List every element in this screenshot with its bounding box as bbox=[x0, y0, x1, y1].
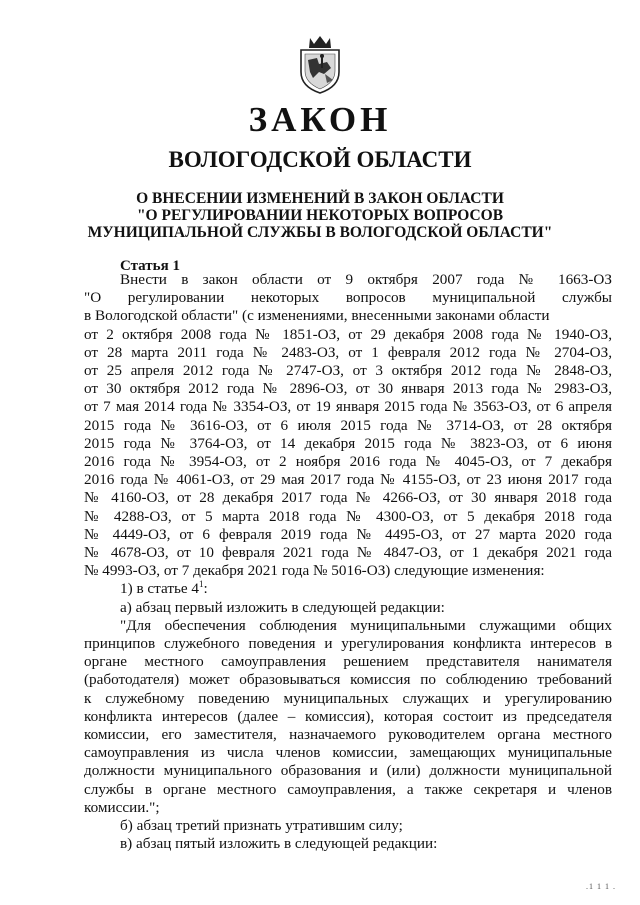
item-b: б) абзац третий признать утратившим силу; bbox=[120, 817, 403, 835]
item-v: в) абзац пятый изложить в следующей редакции: bbox=[120, 835, 438, 853]
body-line: "О регулировании некоторых вопросов муниципальной службы bbox=[84, 289, 612, 307]
body-line: Внести в закон области от 9 октября 2007 года № 1663-ОЗ bbox=[120, 271, 612, 288]
item-a: а) абзац первый изложить в следующей редакции: bbox=[120, 598, 445, 616]
subject-line: МУНИЦИПАЛЬНОЙ СЛУЖБЫ В ВОЛОГОДСКОЙ ОБЛАСТИ" bbox=[87, 224, 553, 241]
body-line: № 4678-ОЗ, от 10 февраля 2021 года № 4847-ОЗ, от 1 декабря 2021 года bbox=[84, 544, 612, 562]
article-heading: Статья 1 bbox=[120, 258, 180, 274]
vologda-coat-of-arms-icon bbox=[297, 34, 343, 94]
body-line: 2015 года № 3764-ОЗ, от 14 декабря 2015 года № 3823-ОЗ, от 6 июня bbox=[84, 434, 612, 452]
quote-line: органе местного самоуправления решением представителя нанимателя bbox=[84, 653, 612, 671]
article-body bbox=[84, 271, 612, 854]
law-title: ЗАКОН bbox=[248, 100, 392, 139]
body-line: от 7 мая 2014 года № 3354-ОЗ, от 19 января 2015 года № 3563-ОЗ, от 6 апреля bbox=[84, 398, 612, 416]
quote-line: самоуправления из числа членов комиссии, замещающих муниципальные bbox=[84, 744, 612, 762]
quote-line: службы в органе местного самоуправления, а также секретаря и членов bbox=[84, 780, 612, 798]
quote-line: "Для обеспечения соблюдения муниципальными служащими общих bbox=[120, 616, 612, 634]
quote-line: комиссии."; bbox=[84, 798, 160, 816]
item-1-suffix: : bbox=[203, 580, 208, 598]
quote-line: к служебному поведению муниципальных служащих и урегулированию bbox=[84, 689, 612, 707]
subject-line: О ВНЕСЕНИИ ИЗМЕНЕНИЙ В ЗАКОН ОБЛАСТИ bbox=[136, 190, 504, 207]
body-line: № 4160-ОЗ, от 28 декабря 2017 года № 4266-ОЗ, от 30 января 2018 года bbox=[84, 489, 612, 507]
body-line: 2016 года № 4061-ОЗ, от 29 мая 2017 года № 4155-ОЗ, от 23 июня 2017 года bbox=[84, 471, 612, 489]
body-line: № 4449-ОЗ, от 6 февраля 2019 года № 4495-ОЗ, от 27 марта 2020 года bbox=[84, 525, 612, 543]
body-line: 2016 года № 3954-ОЗ, от 2 ноября 2016 года № 4045-ОЗ, от 7 декабря bbox=[84, 453, 612, 471]
region-title: ВОЛОГОДСКОЙ ОБЛАСТИ bbox=[168, 147, 472, 172]
quote-line: конфликта интересов (далее – комиссия), которая состоит из председателя bbox=[84, 707, 612, 725]
body-line: № 4288-ОЗ, от 5 марта 2018 года № 4300-ОЗ, от 5 декабря 2018 года bbox=[84, 507, 612, 525]
law-subject bbox=[60, 190, 580, 241]
quote-line: комиссии, его заместителя, назначаемого руководителем органа местного bbox=[84, 726, 612, 744]
body-line: от 30 октября 2012 года № 2896-ОЗ, от 30 января 2013 года № 2983-ОЗ, bbox=[84, 380, 612, 398]
body-line: от 2 октября 2008 года № 1851-ОЗ, от 29 декабря 2008 года № 1940-ОЗ, bbox=[84, 325, 612, 343]
body-line: от 25 апреля 2012 года № 2747-ОЗ, от 3 октября 2012 года № 2848-ОЗ, bbox=[84, 362, 612, 380]
body-line: 2015 года № 3616-ОЗ, от 6 июля 2015 года № 3714-ОЗ, от 28 октября bbox=[84, 416, 612, 434]
item-1-sup: 1 bbox=[199, 579, 204, 590]
subject-line: "О РЕГУЛИРОВАНИИ НЕКОТОРЫХ ВОПРОСОВ bbox=[136, 207, 504, 224]
item-1-prefix: 1) в статье 4 bbox=[120, 580, 200, 598]
quote-line: (работодателя) может образовываться комиссия по соблюдению требований bbox=[84, 671, 612, 689]
body-line: № 4993-ОЗ, от 7 декабря 2021 года № 5016-ОЗ) следующие изменения: bbox=[84, 562, 545, 580]
body-line: от 28 марта 2011 года № 2483-ОЗ, от 1 февраля 2012 года № 2704-ОЗ, bbox=[84, 343, 612, 361]
item-1 bbox=[84, 580, 612, 598]
page-footer-mark: .1 1 1 . bbox=[586, 882, 616, 891]
quote-line: принципов служебного поведения и урегулирования конфликта интересов в bbox=[84, 635, 612, 653]
quote-line: должности муниципального образования и (или) должности муниципальной bbox=[84, 762, 612, 780]
body-line: в Вологодской области" (с изменениями, внесенными законами области bbox=[84, 307, 550, 325]
